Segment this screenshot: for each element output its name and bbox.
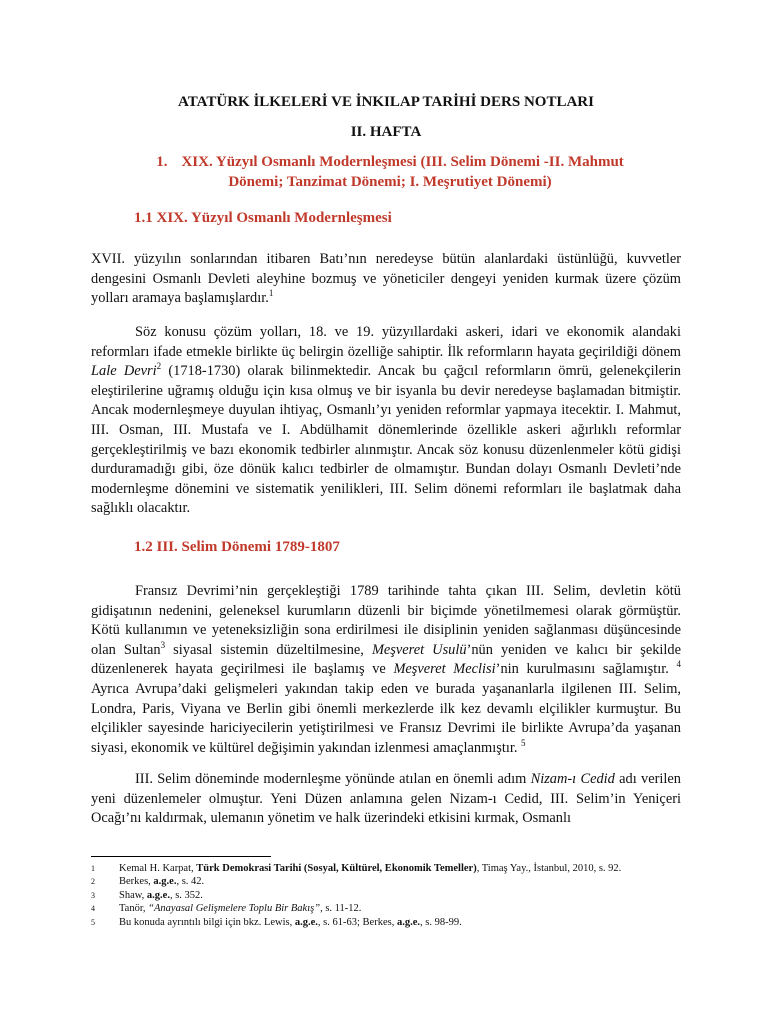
footnote-number: 2 [91,877,95,887]
document-title: ATATÜRK İLKELERİ VE İNKILAP TARİHİ DERS NOTLARI [178,94,594,110]
footnote-divider [91,856,271,857]
footnote-5 [91,916,691,929]
paragraph-3-text-e: Ayrıca Avrupa’daki gelişmeleri yakından takip eden ve burada yaşananlarla ilgilenen III. Selim, Londra, Paris, Viyana ve Berlin gibi önemli merkezlerde ilk kez devamlı elçilikler kurmuştur. Bu elçilikler sayesinde hariciyecilerin yetiştirilmesi ve Fransız Devrimi ile birlikte Avrupa’da yaşanan siyasi, ekonomik ve kültürel değişimin yakından izlenmesi amaçlanmıştır. [91,680,681,756]
paragraph-3-text-d: ’nin kurulmasını sağlamıştır. [495,661,677,678]
week-heading: II. HAFTA [350,124,422,140]
footnote-source-title: Türk Demokrasi Tarihi (Sosyal, Kültürel, Ekonomik Temeller) [196,863,477,874]
footnote-number: 5 [91,917,95,927]
paragraph-1-text: XVII. yüzyılın sonlarından itibaren Batı’nın neredeyse bütün alanlardaki üstünlüğü, kuvvetler dengesini Osmanlı Devleti aleyhine bozmuş ve yöneticiler dengeyi yeniden kurmak üzere çözüm yolları aramaya başlamışlardır. [91,251,681,307]
footnote-text: Shaw, [119,889,147,901]
section-heading [130,152,650,192]
footnote-1 [91,862,691,875]
footnote-source-title: a.g.e. [294,916,318,928]
footnote-ref-4[interactable]: 4 [676,659,681,670]
paragraph-2-text-b: (1718-1730) olarak bilinmektedir. Ancak bu çağcıl reformların ömrü, gelenekçilerin eleştirilerine uğramış olduğu için kısa olmuş ve bir isyanla bu devir neredeyse başlamadan bitmiştir. Ancak modernleşmeye duyulan ihtiyaç, Osmanlı’yı yeniden reformlar yapmaya itecektir. I. Mahmut, III. Osman, III. Mustafa ve I. Abdülhamit dönemlerinde özellikle askeri ağırlıklı reformlar gerçekleştirilmiş ve bazı ekonomik tedbirler alınmıştır. Ancak söz konusu düzenlenmeler kötü gidişi durduramadığı gibi, öze dönük kalıcı tedbirler de olmamıştır. Bundan dolayı Osmanlı Devleti’nde modernleşme dönemini ve sistematik yenilikleri, III. Selim dönemi reformları ile başlatmak daha sağlıklı olacaktır. [91,363,681,517]
footnote-number: 3 [91,890,95,900]
footnote-3 [91,889,691,902]
lale-devri-term: Lale Devri [91,363,157,380]
paragraph-1 [91,250,681,309]
footnote-text: , s. 98-99. [420,916,462,928]
footnote-text: , s. 42. [176,876,205,888]
footnote-number: 1 [91,864,95,873]
footnote-text: Berkes, [119,876,154,888]
paragraph-4-text-a: III. Selim döneminde modernleşme yönünde atılan en önemli adım [135,771,531,787]
footnote-text: , s. 352. [169,889,203,901]
section-title: XIX. Yüzyıl Osmanlı Modernleşmesi (III. Selim Dönemi -II. Mahmut Dönemi; Tanzimat Dönemi; I. Meşrutiyet Dönemi) [181,154,624,190]
subsection-heading-1-2: 1.2 III. Selim Dönemi 1789-1807 [134,539,340,555]
paragraph-2-text-a: Söz konusu çözüm yolları, 18. ve 19. yüzyıllardaki askeri, idari ve ekonomik alandaki reformları ifade etmekle birlikte üç belirgin özelliğe sahiptir. İlk reformların hayata geçirildiği dönem [91,324,681,360]
paragraph-3-text-c: ’nün yeniden ve kalıcı bir şekilde düzenlenerek hayata geçirilmesi ile başlamış ve [91,641,682,678]
footnote-text: Kemal H. Karpat, [119,863,197,874]
footnote-number: 4 [91,904,95,914]
footnote-text: Tanör, [119,903,149,915]
footnote-ref-2[interactable]: 2 [156,361,162,372]
footnote-text: , s. 11-12. [320,903,362,915]
footnote-text: , s. 61-63; Berkes, [317,916,397,928]
paragraph-2 [91,323,681,519]
nizam-i-cedid-term: Nizam-ı Cedid [530,771,615,787]
footnote-source-title: a.g.e. [146,889,170,901]
footnote-2 [91,875,691,888]
footnote-text: Bu konuda ayrıntılı bilgi için bkz. Lewis, [119,916,295,928]
meshveret-meclisi-term: Meşveret Meclisi [393,661,496,678]
paragraph-3 [91,582,681,758]
footnote-ref-1[interactable]: 1 [268,288,274,299]
footnote-text: , Timaş Yay., İstanbul, 2010, s. 92. [476,863,622,874]
footnote-4 [91,902,691,915]
paragraph-3-text-a: Fransız Devrimi’nin gerçekleştiği 1789 tarihinde tahta çıkan III. Selim, devletin kötü gidişatının nedenini, geleneksel kurumların düzenli bir biçimde yönetilmemesi olarak görmüştür. Kötü kullanımın ve yeteneksizliğin sona erdirilmesi ile disiplinin yeniden sağlanması düşüncesinde olan Sultan [91,583,681,658]
footnote-source-title: “Anayasal Gelişmelere Toplu Bir Bakış” [148,903,321,915]
footnote-ref-5[interactable]: 5 [521,737,526,748]
subsection-heading-1-1: 1.1 XIX. Yüzyıl Osmanlı Modernleşmesi [134,210,392,226]
paragraph-4 [91,770,681,829]
paragraph-3-text-b: siyasal sistemin düzeltilmesine, [165,641,372,658]
meshveret-usulu-term: Meşveret Usulü [371,641,467,658]
footnote-source-title: a.g.e. [153,876,177,888]
footnote-ref-3[interactable]: 3 [160,639,166,650]
paragraph-4-text-b: adı verilen yeni düzenlemeler olmuştur. Yeni Düzen anlamına gelen Nizam-ı Cedid, III. Selim’in Yeniçeri Ocağı’nı kaldırmak, ulemanın yönetim ve halk üzerindeki etkisini kırmak, Osmanlı [91,771,681,827]
footnotes [91,862,691,929]
footnote-source-title: a.g.e. [396,916,420,928]
section-number: 1. [156,154,168,170]
